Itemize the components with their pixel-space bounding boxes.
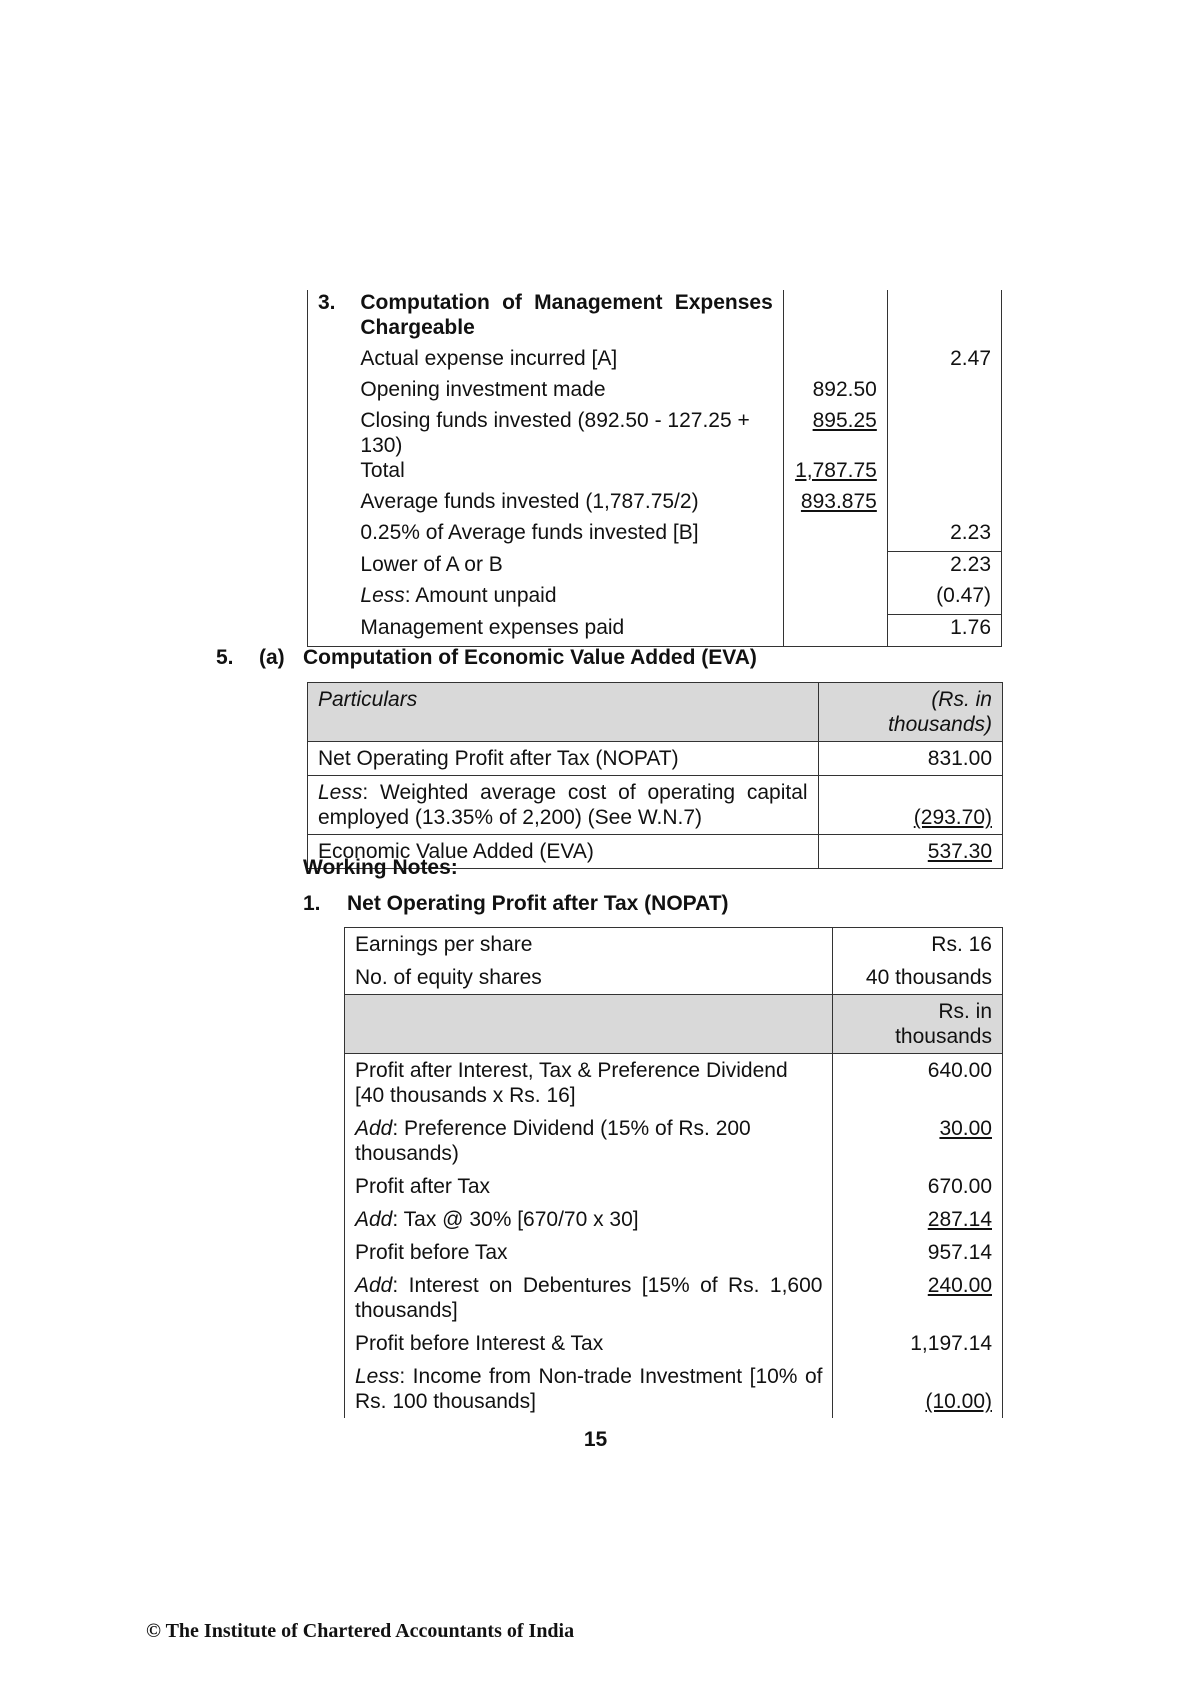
table-row: Opening investment made 892.50 [308, 377, 1002, 408]
table-header: Rs. in thousands [345, 995, 1003, 1054]
row-label: Closing funds invested (892.50 - 127.25 + 130) [360, 409, 750, 457]
table-row: Add: Interest on Debentures [15% of Rs. 1,600 thousands] 240.00 [345, 1269, 1003, 1327]
table-row: 0.25% of Average funds invested [B] 2.23 [308, 520, 1002, 552]
table-row: Average funds invested (1,787.75/2) 893.875 [308, 489, 1002, 520]
footer-copyright: © The Institute of Chartered Accountants of India [146, 1620, 575, 1642]
row-label: Opening investment made [360, 378, 606, 401]
table-row: Management expenses paid 1.76 [308, 615, 1002, 647]
section-title: Computation of Economic Value Added (EVA) [303, 646, 757, 669]
table-row: Closing funds invested (892.50 - 127.25 + 130) 895.25 [308, 408, 1002, 458]
table-row: No. of equity shares 40 thousands [345, 961, 1003, 995]
table-row: Net Operating Profit after Tax (NOPAT) 831.00 [308, 742, 1003, 776]
nopat-table [344, 927, 1003, 1418]
section-number: 5. [216, 646, 234, 669]
table-row: Profit after Tax 670.00 [345, 1170, 1003, 1203]
table-row: Less: Weighted average cost of operating capital employed (13.35% of 2,200) (See W.N.7) (293.70) [308, 776, 1003, 835]
row-label: Average funds invested (1,787.75/2) [360, 490, 699, 513]
table-row: Add: Tax @ 30% [670/70 x 30] 287.14 [345, 1203, 1003, 1236]
table-row: Less: Amount unpaid (0.47) [308, 583, 1002, 615]
table-row: Profit after Interest, Tax & Preference Dividend [40 thousands x Rs. 16] 640.00 [345, 1054, 1003, 1113]
row-label: 0.25% of Average funds invested [B] [360, 521, 699, 544]
row-label: Actual expense incurred [A] [360, 347, 618, 370]
row-label: Total [360, 459, 405, 482]
page-number: 15 [583, 1428, 608, 1451]
note-number: 1. [303, 892, 321, 915]
section-title: Computation of Management Expenses Chargeable [360, 291, 773, 339]
table-header: Particulars (Rs. in thousands) [308, 683, 1003, 742]
table-row: Total 1,787.75 [308, 458, 1002, 489]
section-number: 3. [308, 290, 347, 346]
table-row: Actual expense incurred [A] 2.47 [308, 346, 1002, 377]
row-label: Management expenses paid [346, 615, 783, 647]
table-row: Profit before Interest & Tax 1,197.14 [345, 1327, 1003, 1360]
management-expenses-table [307, 290, 1002, 647]
table-row: Economic Value Added (EVA) 537.30 [308, 835, 1003, 869]
table-row: Earnings per share Rs. 16 [345, 928, 1003, 962]
row-label: Less: Amount unpaid [360, 584, 557, 607]
table-row: Add: Preference Dividend (15% of Rs. 200 thousands) 30.00 [345, 1112, 1003, 1170]
subsection-label: (a) [259, 646, 285, 669]
row-label: Lower of A or B [360, 552, 503, 576]
table-row: Profit before Tax 957.14 [345, 1236, 1003, 1269]
note-title: Net Operating Profit after Tax (NOPAT) [347, 892, 729, 915]
table-row: Lower of A or B 2.23 [308, 552, 1002, 584]
table-row: Less: Income from Non-trade Investment [10% of Rs. 100 thousands] (10.00) [345, 1360, 1003, 1418]
eva-table [307, 682, 1003, 869]
working-notes-heading: Working Notes: [303, 856, 458, 879]
